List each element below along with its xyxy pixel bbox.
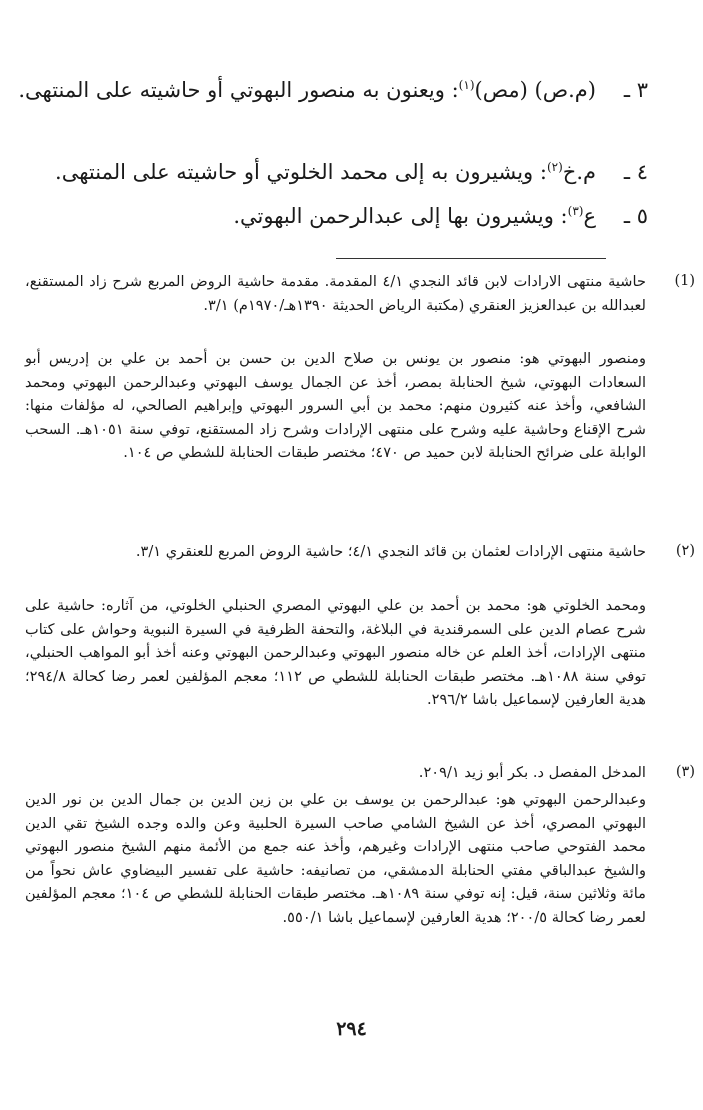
item-number: ٥ ـ bbox=[623, 204, 648, 228]
item-text: م.خ$^{(٢)}$: ويشيرون به إلى محمد الخلوتي أو حاشيته على المنتهى. bbox=[55, 160, 596, 184]
item-number: ٣ ـ bbox=[623, 78, 648, 102]
list-item-5 bbox=[18, 198, 648, 235]
item-text: ع$^{(٣)}$: ويشيرون بها إلى عبدالرحمن البهوتي. bbox=[233, 204, 596, 228]
footnote-3 bbox=[25, 761, 695, 785]
footnote-1 bbox=[25, 270, 695, 317]
footnote-separator bbox=[336, 258, 606, 259]
list-item-4 bbox=[18, 154, 648, 191]
footnote-3-bio: وعبدالرحمن البهوتي هو: عبدالرحمن بن يوسف بن علي بن زين الدين بن جمال الدين بن نور الدين البهوتي المصري، أخذ عن الشيخ الشامي صاحب السيرة الحلبية وعن والده وجده الشيخ تقي الدين محمد الفتوحي صاحب منتهى الإرادات وغيرهم، وأخذ عنه جمع من الأئمة منهم الشيخ منصور البهوتي والشيخ عبدالباقي مفتي الحنابلة الدمشقي، من تصانيفه: حاشية على تفسير البيضاوي عاش نحواً من مائة وثلاثين سنة، قيل: إنه توفي سنة ١٠٨٩هـ. مختصر طبقات الحنابلة للشطي ص ١٠٤؛ معجم المؤلفين لعمر رضا كحالة ٢٠٠/٥؛ هدية العارفين لإسماعيل باشا ٥٥٠/١. bbox=[25, 791, 646, 926]
footnote-number: (1) bbox=[674, 273, 695, 289]
list-item-3 bbox=[18, 72, 648, 109]
footnote-number: (٢) bbox=[675, 543, 695, 559]
item-text: (م.ص) (مص)$^{(١)}$: ويعنون به منصور البهوتي أو حاشيته على المنتهى. bbox=[18, 78, 596, 102]
item-number: ٤ ـ bbox=[623, 160, 648, 184]
footnote-text: المدخل المفصل د. بكر أبو زيد ٢٠٩/١. bbox=[418, 764, 646, 781]
footnote-text: حاشية منتهى الإرادات لعثمان بن قائد النجدي ٤/١؛ حاشية الروض المربع للعنقري ٣/١. bbox=[135, 543, 646, 560]
footnote-ref[interactable]: (١) bbox=[458, 78, 475, 92]
footnote-number: (٣) bbox=[675, 764, 695, 780]
footnote-1-bio: ومنصور البهوتي هو: منصور بن يونس بن صلاح الدين بن حسن بن أحمد بن علي بن إدريس أبو السعادات البهوتي، شيخ الحنابلة بمصر، أخذ عن الجمال يوسف البهوتي وعبدالرحمن البهوتي ومحمد الشافعي، وأخذ عنه كثيرون منهم: محمد بن أبي السرور البهوتي وإبراهيم الصالحي، له مؤلفات منها: شرح الإقناع وحاشية عليه وشرح على منتهى الإرادات وشرح زاد المستقنع، توفي سنة ١٠٥١هـ. السحب الوابلة على ضرائح الحنابلة لابن حميد ص ٤٧٠؛ مختصر طبقات الحنابلة للشطي ص ١٠٤. bbox=[25, 350, 646, 462]
footnote-ref[interactable]: (٢) bbox=[546, 160, 563, 174]
footnote-text: حاشية منتهى الارادات لابن قائد النجدي ٤/١ المقدمة. مقدمة حاشية الروض المربع شرح زاد المستقنع، لعبدالله بن عبدالعزيز العنقري (مكتبة الرياض الحديثة ١٣٩٠هـ/١٩٧٠م) ٣/١. bbox=[25, 273, 646, 314]
footnote-ref[interactable]: (٣) bbox=[567, 204, 584, 218]
footnote-2-bio: ومحمد الخلوتي هو: محمد بن أحمد بن علي البهوتي المصري الحنبلي الخلوتي، من آثاره: حاشية على شرح عصام الدين على السمرقندية في البلاغة، والتحفة الظرفية في السيرة النبوية وحواش على كتاب منتهى الإرادات، أخذ العلم عن خاله منصور البهوتي وعبدالرحمن البهوتي وعنه أخذ أبو المواهب الحنبلي، توفي سنة ١٠٨٨هـ. مختصر طبقات الحنابلة للشطي ص ١١٢؛ معجم المؤلفين لعمر رضا كحالة ٢٩٤/٨؛ هدية العارفين لإسماعيل باشا ٢٩٦/٢. bbox=[25, 597, 646, 709]
page-number: ٢٩٤ bbox=[336, 1018, 367, 1040]
footnote-2 bbox=[25, 540, 695, 564]
